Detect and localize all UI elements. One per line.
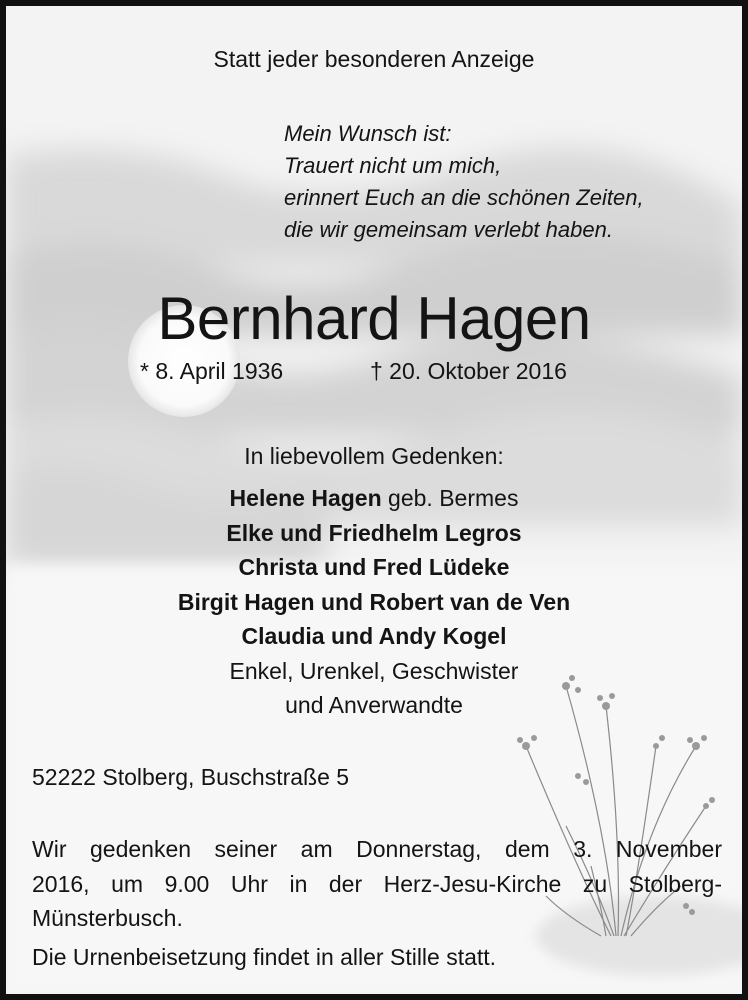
- memory-line: In liebevollem Gedenken:: [244, 443, 504, 469]
- notice-heading: Statt jeder besonderen Anzeige: [213, 46, 535, 72]
- urn-burial-note: Die Urnenbeisetzung findet in aller Stille statt.: [32, 944, 497, 970]
- family-line: [6, 481, 742, 516]
- service-info: [32, 832, 722, 936]
- deceased-name: Bernhard Hagen: [157, 285, 591, 352]
- poem: [284, 118, 644, 246]
- family-line: und Anverwandte: [285, 692, 463, 718]
- poem-line: erinnert Euch an die schönen Zeiten,: [284, 185, 644, 210]
- family-line: Elke und Friedhelm Legros: [226, 519, 522, 546]
- family-line: Christa und Fred Lüdeke: [238, 554, 510, 580]
- service-line: Wir gedenken seiner am Donnerstag, dem 3. November: [32, 836, 722, 862]
- family-line: Claudia und Andy Kogel: [241, 623, 507, 649]
- family-suffix: geb. Bermes: [381, 485, 519, 511]
- family-name: Helene Hagen: [229, 485, 382, 511]
- birth-date: * 8. April 1936: [140, 358, 284, 384]
- family-line: Birgit Hagen und Robert van de Ven: [177, 588, 571, 615]
- service-line: 2016, um 9.00 Uhr in der Herz-Jesu-Kirche zu Stolberg-: [32, 870, 722, 897]
- family-list: [6, 481, 742, 723]
- service-line: Münsterbusch.: [32, 905, 183, 931]
- address: 52222 Stolberg, Buschstraße 5: [32, 764, 350, 790]
- death-date: † 20. Oktober 2016: [370, 358, 567, 384]
- poem-line: die wir gemeinsam verlebt haben.: [284, 217, 613, 242]
- poem-line: Trauert nicht um mich,: [284, 153, 502, 178]
- poem-line: Mein Wunsch ist:: [284, 121, 452, 146]
- family-line: Enkel, Urenkel, Geschwister: [229, 657, 519, 684]
